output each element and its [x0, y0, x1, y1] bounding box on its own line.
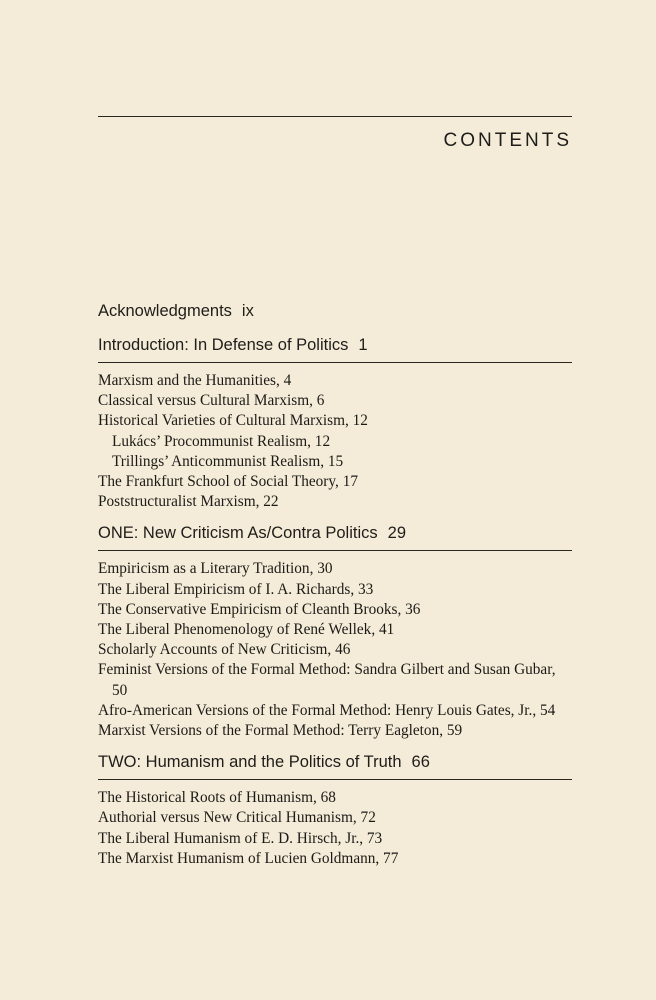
- chapter-heading-one[interactable]: [98, 520, 572, 551]
- toc-entry[interactable]: The Historical Roots of Humanism, 68: [98, 789, 336, 807]
- toc-entry[interactable]: Marxist Versions of the Formal Method: Terry Eagleton, 59: [98, 722, 463, 740]
- chapter-title: ONE: New Criticism As/Contra Politics: [98, 524, 378, 543]
- toc-entry[interactable]: Feminist Versions of the Formal Method: Sandra Gilbert and Susan Gubar, 50: [98, 661, 556, 699]
- acknowledgments-title: Acknowledgments: [98, 302, 232, 320]
- contents-heading: CONTENTS: [443, 130, 572, 151]
- table-of-contents: [98, 298, 572, 877]
- toc-subentry[interactable]: Lukács’ Procommunist Realism, 12: [112, 432, 331, 450]
- toc-entry[interactable]: The Liberal Empiricism of I. A. Richards, 33: [98, 580, 374, 598]
- toc-entry[interactable]: Classical versus Cultural Marxism, 6: [98, 392, 325, 410]
- toc-entry[interactable]: Scholarly Accounts of New Criticism, 46: [98, 641, 351, 659]
- toc-entry[interactable]: Empiricism as a Literary Tradition, 30: [98, 560, 333, 578]
- chapter-title: Introduction: In Defense of Politics: [98, 336, 349, 354]
- toc-entry[interactable]: Afro-American Versions of the Formal Method: Henry Louis Gates, Jr., 54: [98, 701, 556, 719]
- chapter-entries-two: [98, 788, 572, 869]
- toc-acknowledgments[interactable]: [98, 298, 572, 324]
- chapter-page: 29: [387, 524, 406, 543]
- chapter-title: TWO: Humanism and the Politics of Truth: [98, 753, 402, 772]
- toc-entry[interactable]: The Conservative Empiricism of Cleanth Brooks, 36: [98, 600, 421, 618]
- acknowledgments-page: ix: [241, 302, 254, 320]
- toc-entry[interactable]: Authorial versus New Critical Humanism, 72: [98, 809, 376, 827]
- chapter-page: 1: [358, 336, 368, 354]
- toc-entry[interactable]: Historical Varieties of Cultural Marxism, 12: [98, 412, 368, 430]
- chapter-entries-one: [98, 559, 572, 741]
- chapter-heading-introduction[interactable]: [98, 332, 572, 363]
- chapter-page: 66: [411, 753, 430, 772]
- toc-subentry[interactable]: Trillings’ Anticommunist Realism, 15: [112, 452, 344, 470]
- toc-entry[interactable]: Marxism and the Humanities, 4: [98, 372, 292, 389]
- top-rule: [98, 116, 572, 117]
- toc-entry[interactable]: The Frankfurt School of Social Theory, 17: [98, 473, 358, 491]
- toc-entry[interactable]: The Liberal Humanism of E. D. Hirsch, Jr., 73: [98, 829, 383, 847]
- toc-entry[interactable]: The Liberal Phenomenology of René Wellek, 41: [98, 621, 395, 639]
- toc-entry[interactable]: The Marxist Humanism of Lucien Goldmann, 77: [98, 849, 399, 867]
- chapter-entries-introduction: [98, 371, 572, 512]
- chapter-heading-two[interactable]: [98, 749, 572, 780]
- toc-entry[interactable]: Poststructuralist Marxism, 22: [98, 493, 279, 511]
